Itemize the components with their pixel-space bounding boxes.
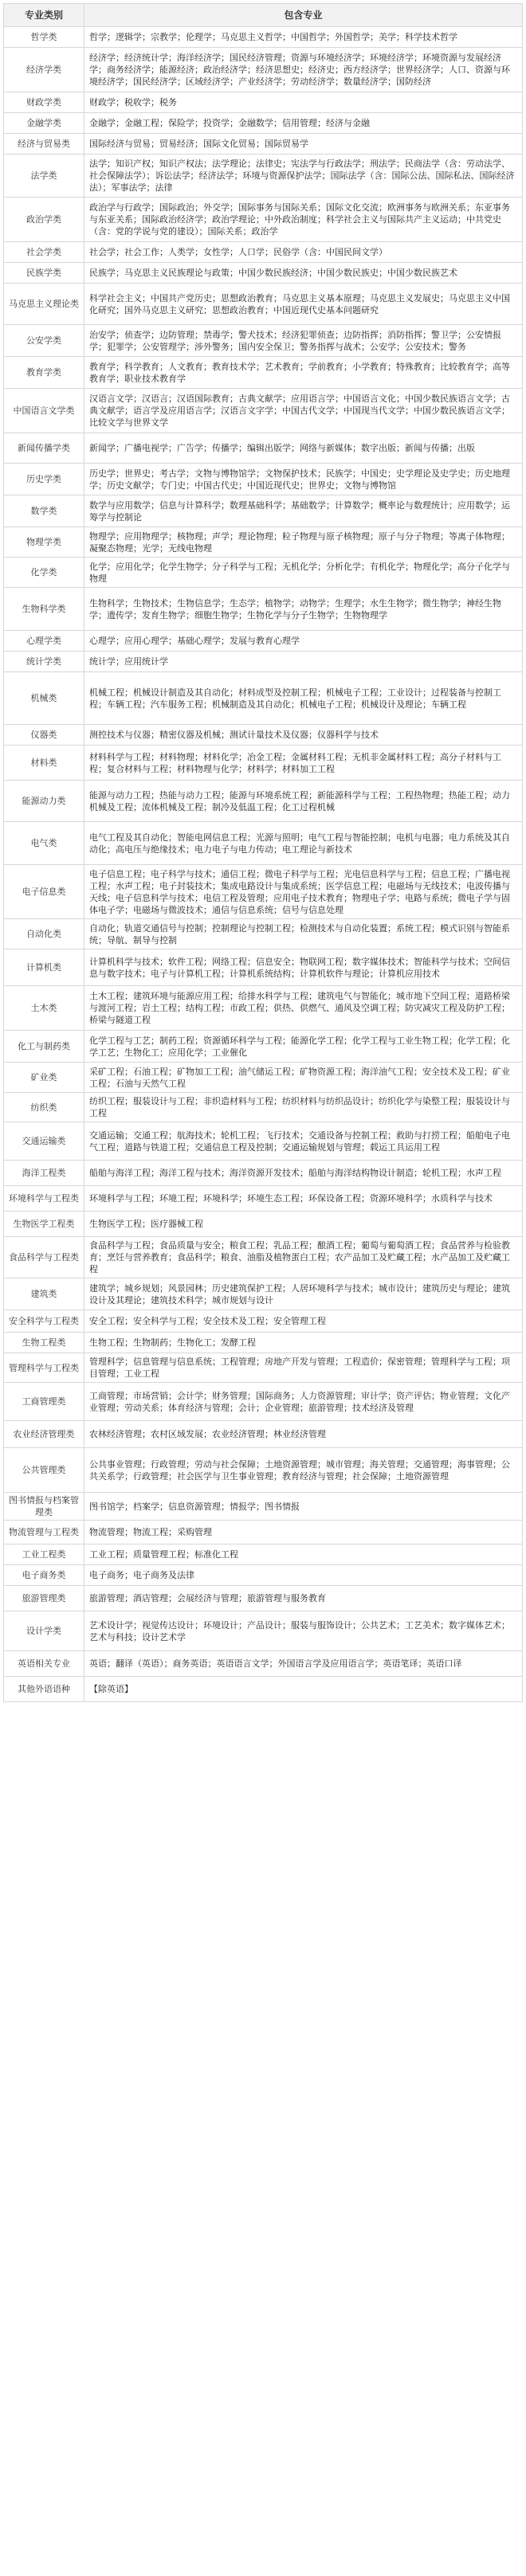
- majors-cell: 船舶与海洋工程；海洋工程与技术；海洋资源开发技术；船舶与海洋结构物设计制造；轮机工程；水声工程: [84, 1161, 523, 1186]
- category-cell: 电子商务类: [4, 1565, 84, 1586]
- table-row: [4, 284, 523, 325]
- table-row: [4, 1565, 523, 1586]
- category-cell: 数学类: [4, 495, 84, 527]
- table-row: [4, 1544, 523, 1565]
- category-cell: 法学类: [4, 155, 84, 198]
- table-row: [4, 1212, 523, 1237]
- table-row: [4, 865, 523, 919]
- table-row: [4, 527, 523, 558]
- table-row: [4, 1421, 523, 1448]
- table-row: [4, 1611, 523, 1651]
- category-cell: 英语相关专业: [4, 1651, 84, 1677]
- table-row: [4, 464, 523, 495]
- table-row: [4, 1122, 523, 1161]
- header-category: 专业类别: [4, 4, 84, 27]
- category-cell: 农业经济管理类: [4, 1421, 84, 1448]
- majors-cell: 历史学；世界史；考古学；文物与博物馆学；文物保护技术；民族学；中国史；史学理论及史学史；历史地理学；历史文献学；专门史；中国古代史；中国近现代史；世界史；文物与博物馆: [84, 464, 523, 495]
- majors-cell: 计算机科学与技术；软件工程；网络工程；信息安全；物联网工程；数字媒体技术；智能科学与技术；空间信息与数字技术；电子与计算机工程；计算机系统结构；计算机软件与理论；计算机应用技术: [84, 949, 523, 986]
- majors-cell: 旅游管理；酒店管理；会展经济与管理；旅游管理与服务教育: [84, 1586, 523, 1611]
- majors-cell: 【除英语】: [84, 1677, 523, 1702]
- majors-cell: 化学；应用化学；化学生物学；分子科学与工程；无机化学；分析化学；有机化学；物理化学；高分子化学与物理: [84, 558, 523, 588]
- category-cell: 机械类: [4, 672, 84, 725]
- majors-cell: 自动化；轨道交通信号与控制；控制理论与控制工程；检测技术与自动化装置；系统工程；模式识别与智能系统；导航、制导与控制: [84, 919, 523, 949]
- category-cell: 哲学类: [4, 27, 84, 48]
- table-row: [4, 949, 523, 986]
- table-row: [4, 1031, 523, 1063]
- category-cell: 历史学类: [4, 464, 84, 495]
- majors-cell: 环境科学与工程；环境工程；环境科学；环境生态工程；环保设备工程；资源环境科学；水质科学与技术: [84, 1186, 523, 1212]
- majors-cell: 电气工程及其自动化；智能电网信息工程；光源与照明；电气工程与智能控制；电机与电器；电力系统及其自动化；高电压与绝缘技术；电力电子与电力传动；电工理论与新技术: [84, 822, 523, 865]
- category-cell: 建筑类: [4, 1278, 84, 1310]
- category-cell: 新闻传播学类: [4, 433, 84, 464]
- majors-cell: 治安学；侦查学；边防管理；禁毒学；警犬技术；经济犯罪侦查；边防指挥；消防指挥；警卫学；公安情报学；犯罪学；公安管理学；涉外警务；国内安全保卫；警务指挥与战术；公安学；公安技术；警务: [84, 325, 523, 357]
- majors-cell: 数学与应用数学；信息与计算科学；数理基础科学；基础数学；计算数学；概率论与数理统计；应用数学；运筹学与控制论: [84, 495, 523, 527]
- majors-cell: 新闻学；广播电视学；广告学；传播学；编辑出版学；网络与新媒体；数字出版；新闻与传播；出版: [84, 433, 523, 464]
- category-cell: 经济与贸易类: [4, 134, 84, 155]
- category-cell: 马克思主义理论类: [4, 284, 84, 325]
- majors-cell: 建筑学；城乡规划；风景园林；历史建筑保护工程；人居环境科学与技术；城市设计；建筑历史与理论；建筑设计及其理论；建筑技术科学；城市规划与设计: [84, 1278, 523, 1310]
- majors-cell: 统计学；应用统计学: [84, 652, 523, 672]
- category-cell: 社会学类: [4, 242, 84, 263]
- table-body: [4, 27, 523, 1702]
- category-cell: 政治学类: [4, 198, 84, 242]
- category-cell: 经济学类: [4, 48, 84, 92]
- category-cell: 交通运输类: [4, 1122, 84, 1161]
- majors-cell: 工商管理；市场营销；会计学；财务管理；国际商务；人力资源管理；审计学；资产评估；物业管理；文化产业管理；劳动关系；体育经济与管理；会计；企业管理；旅游管理；技术经济及管理: [84, 1383, 523, 1421]
- table-row: [4, 1333, 523, 1353]
- table-row: [4, 495, 523, 527]
- table-row: [4, 92, 523, 113]
- table-row: [4, 1278, 523, 1310]
- majors-cell: 图书馆学；档案学；信息资源管理；情报学；图书情报: [84, 1493, 523, 1521]
- majors-cell: 哲学；逻辑学；宗教学；伦理学；马克思主义哲学；中国哲学；外国哲学；美学；科学技术哲学: [84, 27, 523, 48]
- table-header-row: [4, 4, 523, 27]
- majors-cell: 生物科学；生物技术；生物信息学；生态学；植物学；动物学；生理学；水生生物学；微生物学；神经生物学；遗传学；发育生物学；细胞生物学；生物化学与分子生物学；生物物理学: [84, 588, 523, 631]
- majors-cell: 英语；翻译（英语）；商务英语；英语语言文学；外国语言学及应用语言学；英语笔译；英语口译: [84, 1651, 523, 1677]
- table-row: [4, 1677, 523, 1702]
- table-row: [4, 198, 523, 242]
- table-row: [4, 242, 523, 263]
- category-cell: 统计学类: [4, 652, 84, 672]
- category-cell: 图书情报与档案管理类: [4, 1493, 84, 1521]
- major-category-table: [3, 3, 523, 1702]
- table-row: [4, 155, 523, 198]
- majors-cell: 机械工程；机械设计制造及其自动化；材料成型及控制工程；机械电子工程；工业设计；过程装备与控制工程；车辆工程；汽车服务工程；机械制造及其自动化；机械电子工程；机械设计及理论；车辆工程: [84, 672, 523, 725]
- category-cell: 自动化类: [4, 919, 84, 949]
- majors-cell: 交通运输；交通工程；航海技术；轮机工程；飞行技术；交通设备与控制工程；救助与打捞工程；船舶电子电气工程；道路与铁道工程；交通信息工程及控制；交通运输规划与管理；载运工具运用工程: [84, 1122, 523, 1161]
- majors-cell: 纺织工程；服装设计与工程；非织造材料与工程；纺织材料与纺织品设计；纺织化学与染整工程；服装设计与工程: [84, 1093, 523, 1122]
- table-row: [4, 134, 523, 155]
- table-row: [4, 433, 523, 464]
- table-row: [4, 672, 523, 725]
- majors-cell: 公共事业管理；行政管理；劳动与社会保障；土地资源管理；城市管理；海关管理；交通管理；海事管理；公共关系学；行政管理；社会医学与卫生事业管理；教育经济与管理；社会保障；土地资源管理: [84, 1448, 523, 1493]
- category-cell: 生物医学工程类: [4, 1212, 84, 1237]
- majors-cell: 生物工程；生物制药；生物化工；发酵工程: [84, 1333, 523, 1353]
- category-cell: 能源动力类: [4, 781, 84, 822]
- majors-cell: 食品科学与工程；食品质量与安全；粮食工程；乳品工程；酿酒工程；葡萄与葡萄酒工程；食品营养与检验教育；烹饪与营养教育；食品科学；粮食、油脂及植物蛋白工程；农产品加工及贮藏工程；水产品加工及贮藏工程: [84, 1237, 523, 1278]
- table-row: [4, 263, 523, 284]
- majors-cell: 生物医学工程；医疗器械工程: [84, 1212, 523, 1237]
- majors-cell: 汉语言文学；汉语言；汉语国际教育；古典文献学；应用语言学；中国语言文化；中国少数民族语言文学；古典文献学；语言学及应用语言学；汉语言文字学；中国古代文学；中国现当代文学；中国少数民族语言文学；比较文学与世界文学: [84, 389, 523, 433]
- majors-cell: 工业工程；质量管理工程；标准化工程: [84, 1544, 523, 1565]
- category-cell: 物理学类: [4, 527, 84, 558]
- category-cell: 金融学类: [4, 113, 84, 134]
- category-cell: 工商管理类: [4, 1383, 84, 1421]
- category-cell: 心理学类: [4, 631, 84, 652]
- table-row: [4, 389, 523, 433]
- category-cell: 化学类: [4, 558, 84, 588]
- table-row: [4, 631, 523, 652]
- table-row: [4, 1310, 523, 1333]
- majors-cell: 艺术设计学；视觉传达设计；环境设计；产品设计；服装与服饰设计；公共艺术；工艺美术；数字媒体艺术；艺术与科技；设计艺术学: [84, 1611, 523, 1651]
- category-cell: 海洋工程类: [4, 1161, 84, 1186]
- majors-cell: 物理学；应用物理学；核物理；声学；理论物理；粒子物理与原子核物理；原子与分子物理；等离子体物理；凝聚态物理；光学；无线电物理: [84, 527, 523, 558]
- header-majors: 包含专业: [84, 4, 523, 27]
- category-cell: 财政学类: [4, 92, 84, 113]
- category-cell: 纺织类: [4, 1093, 84, 1122]
- category-cell: 化工与制药类: [4, 1031, 84, 1063]
- table-row: [4, 746, 523, 781]
- category-cell: 矿业类: [4, 1063, 84, 1093]
- category-cell: 仪器类: [4, 725, 84, 746]
- majors-cell: 化学工程与工艺；制药工程；资源循环科学与工程；能源化学工程；化学工程与工业生物工程；化学工程；化学工艺；生物化工；应用化学；工业催化: [84, 1031, 523, 1063]
- table-row: [4, 1448, 523, 1493]
- table-row: [4, 1651, 523, 1677]
- majors-cell: 心理学；应用心理学；基础心理学；发展与教育心理学: [84, 631, 523, 652]
- majors-cell: 金融学；金融工程；保险学；投资学；金融数学；信用管理；经济与金融: [84, 113, 523, 134]
- majors-cell: 法学；知识产权；知识产权法；法学理论；法律史；宪法学与行政法学；刑法学；民商法学（含：劳动法学、社会保障法学）；诉讼法学；经济法学；环境与资源保护法学；国际法学（含：国际公法、国际私法、国际经济法）；军事法学；法律: [84, 155, 523, 198]
- table-row: [4, 113, 523, 134]
- category-cell: 旅游管理类: [4, 1586, 84, 1611]
- majors-cell: 农林经济管理；农村区域发展；农业经济管理；林业经济管理: [84, 1421, 523, 1448]
- category-cell: 物流管理与工程类: [4, 1521, 84, 1544]
- category-cell: 公安学类: [4, 325, 84, 357]
- table-row: [4, 781, 523, 822]
- category-cell: 中国语言文学类: [4, 389, 84, 433]
- majors-cell: 科学社会主义；中国共产党历史；思想政治教育；马克思主义基本原理；马克思主义发展史；马克思主义中国化研究；国外马克思主义研究；思想政治教育；中国近现代史基本问题研究: [84, 284, 523, 325]
- category-cell: 食品科学与工程类: [4, 1237, 84, 1278]
- category-cell: 土木类: [4, 986, 84, 1031]
- majors-cell: 民族学；马克思主义民族理论与政策；中国少数民族经济；中国少数民族史；中国少数民族艺术: [84, 263, 523, 284]
- table-row: [4, 1521, 523, 1544]
- majors-cell: 国际经济与贸易；贸易经济；国际文化贸易；国际贸易学: [84, 134, 523, 155]
- category-cell: 设计学类: [4, 1611, 84, 1651]
- majors-cell: 财政学；税收学；税务: [84, 92, 523, 113]
- table-row: [4, 1383, 523, 1421]
- table-row: [4, 652, 523, 672]
- page: [3, 3, 523, 1702]
- category-cell: 电子信息类: [4, 865, 84, 919]
- majors-cell: 材料科学与工程；材料物理；材料化学；冶金工程；金属材料工程；无机非金属材料工程；高分子材料与工程；复合材料与工程；材料物理与化学；材料学；材料加工工程: [84, 746, 523, 781]
- table-row: [4, 822, 523, 865]
- majors-cell: 电子信息工程；电子科学与技术；通信工程；微电子科学与工程；光电信息科学与工程；信息工程；广播电视工程；水声工程；电子封装技术；集成电路设计与集成系统；医学信息工程；电磁场与无线技术；电波传播与天线；电子信息科学与技术；电信工程及管理；应用电子技术教育；物理电子学；电路与系统；微电子学与固体电子学；电磁场与微波技术；通信与信息系统；信号与信息处理: [84, 865, 523, 919]
- table-row: [4, 1063, 523, 1093]
- majors-cell: 社会学；社会工作；人类学；女性学；人口学；民俗学（含：中国民间文学）: [84, 242, 523, 263]
- table-row: [4, 357, 523, 389]
- table-row: [4, 558, 523, 588]
- table-row: [4, 27, 523, 48]
- table-row: [4, 1093, 523, 1122]
- category-cell: 管理科学与工程类: [4, 1353, 84, 1383]
- table-row: [4, 1237, 523, 1278]
- majors-cell: 安全工程；安全科学与工程；安全技术及工程；安全管理工程: [84, 1310, 523, 1333]
- category-cell: 民族学类: [4, 263, 84, 284]
- table-row: [4, 325, 523, 357]
- category-cell: 生物科学类: [4, 588, 84, 631]
- majors-cell: 采矿工程；石油工程；矿物加工工程；油气储运工程；矿物资源工程；海洋油气工程；安全技术及工程；矿业工程；石油与天然气工程: [84, 1063, 523, 1093]
- majors-cell: 土木工程；建筑环境与能源应用工程；给排水科学与工程；建筑电气与智能化；城市地下空间工程；道路桥梁与渡河工程；岩土工程；结构工程；市政工程；供热、供燃气、通风及空调工程；防灾减灾工程及防护工程；桥梁与隧道工程: [84, 986, 523, 1031]
- majors-cell: 测控技术与仪器；精密仪器及机械；测试计量技术及仪器；仪器科学与技术: [84, 725, 523, 746]
- category-cell: 公共管理类: [4, 1448, 84, 1493]
- majors-cell: 教育学；科学教育；人文教育；教育技术学；艺术教育；学前教育；小学教育；特殊教育；比较教育学；高等教育学；职业技术教育学: [84, 357, 523, 389]
- category-cell: 生物工程类: [4, 1333, 84, 1353]
- majors-cell: 政治学与行政学；国际政治；外交学；国际事务与国际关系；国际文化交流；欧洲事务与欧洲关系；东亚事务与东亚关系；国际政治经济学；政治学理论；中外政治制度；科学社会主义与国际共产主义运动；中共党史（含：党的学说与党的建设）；国际关系；政治学: [84, 198, 523, 242]
- category-cell: 其他外语语种: [4, 1677, 84, 1702]
- category-cell: 环境科学与工程类: [4, 1186, 84, 1212]
- category-cell: 工业工程类: [4, 1544, 84, 1565]
- category-cell: 安全科学与工程类: [4, 1310, 84, 1333]
- majors-cell: 经济学；经济统计学；海洋经济学；国民经济管理；资源与环境经济学；环境经济学；环境资源与发展经济学；商务经济学；能源经济；政治经济学；经济思想史；经济史；西方经济学；世界经济学；人口、资源与环境经济学；国民经济学；区域经济学；产业经济学；劳动经济学；数量经济学；国防经济: [84, 48, 523, 92]
- table-row: [4, 725, 523, 746]
- majors-cell: 电子商务；电子商务及法律: [84, 1565, 523, 1586]
- table-row: [4, 1586, 523, 1611]
- table-row: [4, 1161, 523, 1186]
- majors-cell: 管理科学；信息管理与信息系统；工程管理；房地产开发与管理；工程造价；保密管理；管理科学与工程；项目管理；工业工程: [84, 1353, 523, 1383]
- category-cell: 计算机类: [4, 949, 84, 986]
- table-row: [4, 48, 523, 92]
- category-cell: 教育学类: [4, 357, 84, 389]
- category-cell: 材料类: [4, 746, 84, 781]
- table-row: [4, 1493, 523, 1521]
- table-row: [4, 588, 523, 631]
- table-row: [4, 986, 523, 1031]
- table-row: [4, 1353, 523, 1383]
- category-cell: 电气类: [4, 822, 84, 865]
- table-row: [4, 1186, 523, 1212]
- table-row: [4, 919, 523, 949]
- majors-cell: 能源与动力工程；热能与动力工程；能源与环境系统工程；新能源科学与工程；工程热物理；热能工程；动力机械及工程；流体机械及工程；制冷及低温工程；化工过程机械: [84, 781, 523, 822]
- majors-cell: 物流管理；物流工程；采购管理: [84, 1521, 523, 1544]
